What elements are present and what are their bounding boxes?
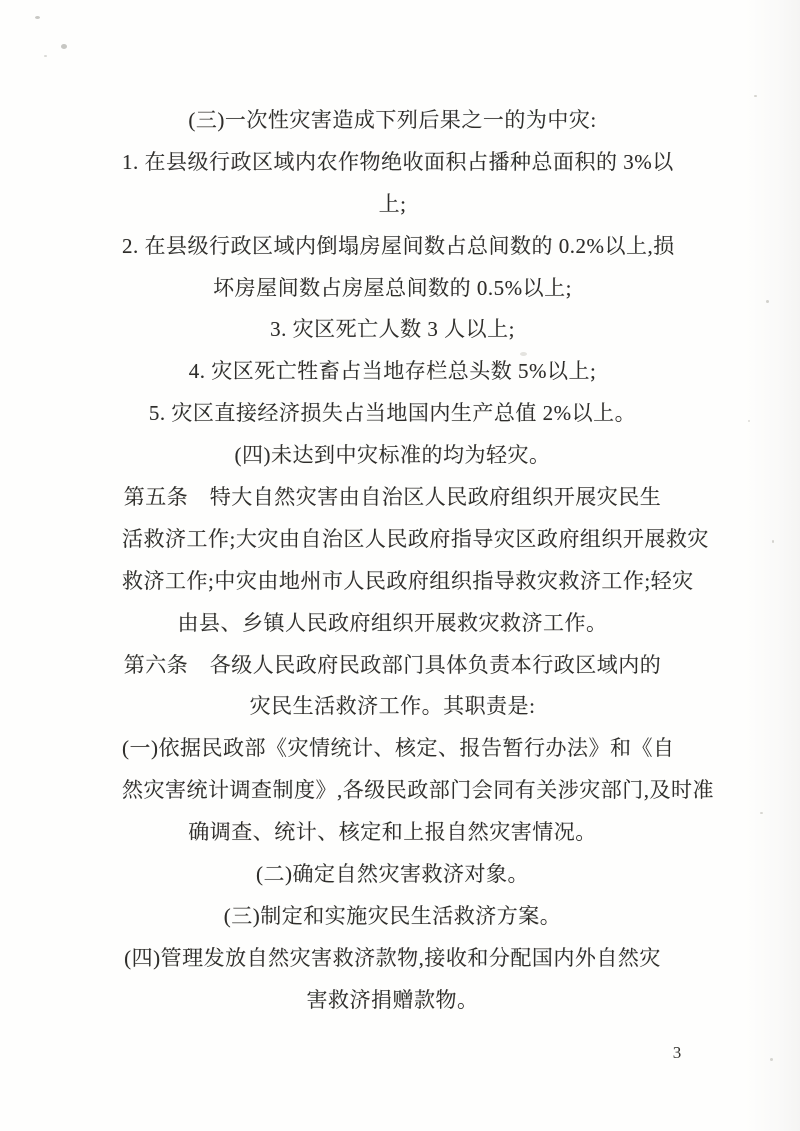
- document-line: 然灾害统计调查制度》,各级民政部门会同有关涉灾部门,及时准: [122, 778, 714, 803]
- document-line: (一)依据民政部《灾情统计、核定、报告暂行办法》和《自: [122, 736, 675, 761]
- document-line: 3. 灾区死亡人数 3 人以上;: [270, 317, 515, 342]
- document-line: 1. 在县级行政区域内农作物绝收面积占播种总面积的 3%以: [122, 149, 674, 174]
- document-line: 确调查、统计、核定和上报自然灾害情况。: [188, 820, 597, 845]
- document-line: 第六条 各级人民政府民政部门具体负责本行政区域内的: [123, 652, 662, 677]
- ink-speck: [766, 300, 769, 303]
- ink-speck: [35, 16, 40, 19]
- document-line: 第五条 特大自然灾害由自治区人民政府组织开展灾民生: [123, 485, 662, 510]
- document-line: 坏房屋间数占房屋总间数的 0.5%以上;: [213, 275, 572, 300]
- document-line: 4. 灾区死亡牲畜占当地存栏总头数 5%以上;: [188, 359, 597, 384]
- document-line: 上;: [378, 191, 407, 216]
- document-line: 害救济捐赠款物。: [306, 987, 479, 1012]
- document-line: 由县、乡镇人民政府组织开展救灾救济工作。: [177, 610, 608, 635]
- document-line: (四)未达到中灾标准的均为轻灾。: [234, 443, 551, 468]
- document-line: 活救济工作;大灾由自治区人民政府指导灾区政府组织开展救灾: [122, 526, 709, 551]
- ink-speck: [61, 44, 67, 49]
- page-number: 3: [672, 1043, 682, 1062]
- ink-speck: [44, 55, 47, 57]
- document-body: [122, 100, 714, 1022]
- document-line: (二)确定自然灾害救济对象。: [256, 862, 529, 887]
- document-line: (四)管理发放自然灾害救济款物,接收和分配国内外自然灾: [124, 945, 661, 970]
- document-line: 2. 在县级行政区域内倒塌房屋间数占总间数的 0.2%以上,损: [122, 233, 675, 258]
- document-line: 5. 灾区直接经济损失占当地国内生产总值 2%以上。: [148, 401, 637, 426]
- document-line: 灾民生活救济工作。其职责是:: [249, 694, 536, 719]
- ink-speck: [770, 1058, 773, 1061]
- ink-speck: [772, 540, 774, 543]
- document-line: (三)制定和实施灾民生活救济方案。: [223, 903, 562, 928]
- ink-speck: [748, 420, 750, 422]
- scan-noise-band: [745, 0, 800, 1131]
- document-line: (三)一次性灾害造成下列后果之一的为中灾:: [188, 108, 597, 132]
- ink-speck: [760, 812, 763, 814]
- document-line: 救济工作;中灾由地州市人民政府组织指导救灾救济工作;轻灾: [122, 568, 694, 593]
- ink-speck: [754, 95, 757, 97]
